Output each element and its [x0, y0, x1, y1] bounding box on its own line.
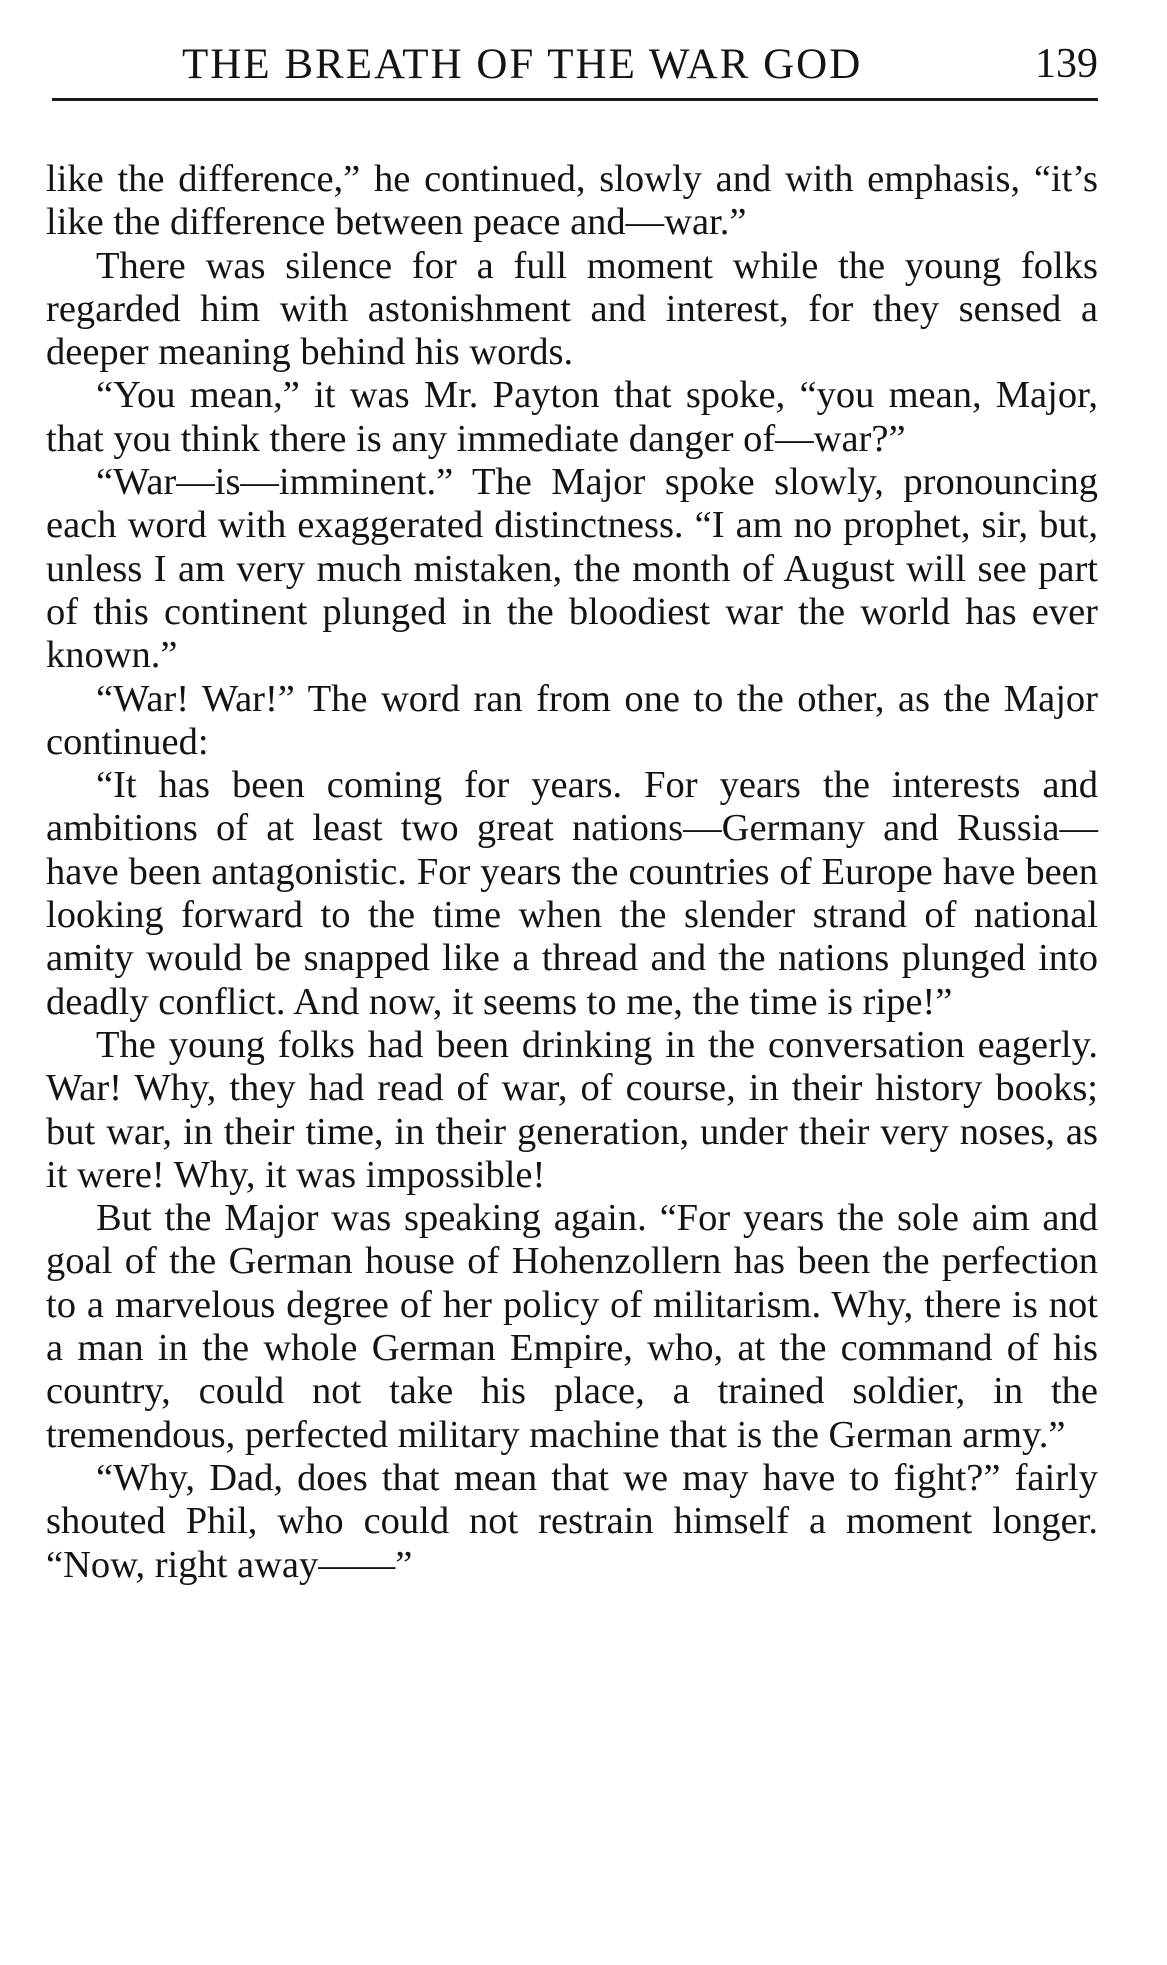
text-body	[46, 158, 1098, 1587]
paragraph: “You mean,” it was Mr. Payton that spoke, “you mean, Major, that you think there is any immediate danger of—war?”	[46, 374, 1098, 460]
paragraph: “Why, Dad, does that mean that we may have to fight?” fairly shouted Phil, who could not restrain himself a moment longer. “Now, right away——”	[46, 1456, 1098, 1586]
page-number: 139	[1035, 41, 1098, 87]
paragraph: “War—is—imminent.” The Major spoke slowly, pronouncing each word with exaggerated distinctness. “I am no prophet, sir, but, unless I am very much mistaken, the month of August will see part of this continent plunged in the bloodiest war the world has ever known.”	[46, 461, 1098, 677]
running-head	[52, 38, 1098, 101]
running-title: THE BREATH OF THE WAR GOD	[182, 41, 863, 88]
paragraph: like the difference,” he continued, slowly and with emphasis, “it’s like the difference between peace and—war.”	[46, 158, 1098, 244]
paragraph: “It has been coming for years. For years the interests and ambitions of at least two great nations—Germany and Russia—have been antagonistic. For years the countries of Europe have been looking forward to the time when the slender strand of national amity would be snapped like a thread and the nations plunged into deadly conflict. And now, it seems to me, the time is ripe!”	[46, 764, 1098, 1023]
paragraph: There was silence for a full moment while the young folks regarded him with astonishment and interest, for they sensed a deeper meaning behind his words.	[46, 244, 1098, 374]
paragraph: But the Major was speaking again. “For years the sole aim and goal of the German house of Hohenzollern has been the perfection to a marvelous degree of her policy of militarism. Why, there is not a man in the whole German Empire, who, at the command of his country, could not take his place, a trained soldier, in the tremendous, perfected military machine that is the German army.”	[46, 1197, 1098, 1456]
paragraph: The young folks had been drinking in the conversation eagerly. War! Why, they had read of war, of course, in their history books; but war, in their time, in their generation, under their very noses, as it were! Why, it was impossible!	[46, 1023, 1098, 1196]
paragraph: “War! War!” The word ran from one to the other, as the Major continued:	[46, 677, 1098, 763]
